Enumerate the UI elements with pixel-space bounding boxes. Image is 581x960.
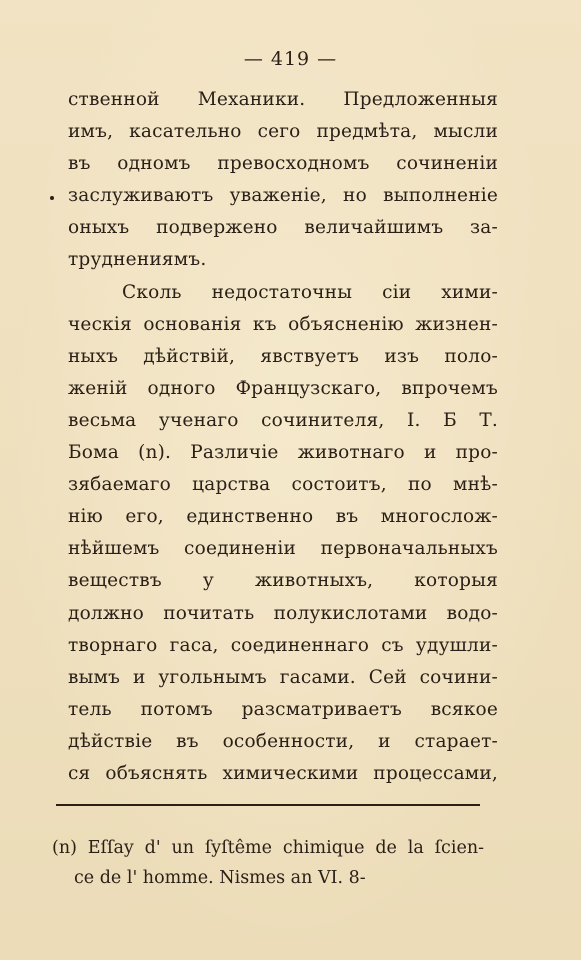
text-line: нiю его, единственно въ многослож- bbox=[68, 506, 498, 528]
text-line: труднениямъ. bbox=[68, 249, 207, 271]
page-number: — 419 — bbox=[243, 48, 338, 70]
text-line: тель потомъ разсматриваетъ всякое bbox=[68, 698, 498, 720]
text-line: ственной Механики. Предложенныя bbox=[68, 89, 498, 110]
footnote-line: ce de l' homme. Nismes an VI. 8- bbox=[74, 868, 366, 888]
text-line: женiй одного Французскаго, впрочемъ bbox=[68, 377, 498, 399]
text-line: ческiя основанiя къ объясненiю жизнен- bbox=[68, 313, 498, 335]
text-line: имъ, касательно сего предмѣта, мысли bbox=[68, 121, 498, 143]
text-line: оныхъ подвержено величайшимъ за- bbox=[68, 217, 498, 239]
text-line: весьма ученаго сочинителя, I. Б Т. bbox=[68, 409, 498, 431]
text-line: Сколь недостаточны сiи хими- bbox=[122, 281, 498, 303]
text-line: зябаемаго царства состоитъ, по мнѣ- bbox=[68, 474, 498, 496]
footnote-line: (n) Eſſay d' un ſyſtême chimique de la ſcien- bbox=[52, 838, 484, 858]
text-line: дѣйствiе въ особенности, и старает- bbox=[68, 730, 498, 752]
text-line: Бома (n). Различiе животнаго и про- bbox=[68, 442, 498, 464]
text-line: творнаго гаса, соединеннаго съ удушли- bbox=[68, 634, 498, 656]
text-line: веществъ у животныхъ, которыя bbox=[68, 570, 498, 592]
text-line: вымъ и угольнымъ гасами. Сей сочини- bbox=[68, 666, 498, 688]
text-line: ныхъ дѣйствiй, явствуетъ изъ поло- bbox=[68, 345, 498, 367]
footnote bbox=[52, 833, 484, 893]
text-line: ся объяснять химическими процессами, bbox=[68, 762, 498, 784]
text-line: нѣйшемъ соединенiи первоначальныхъ bbox=[68, 538, 498, 560]
text-line: въ одномъ превосходномъ сочиненiи bbox=[68, 153, 498, 175]
footnote-rule bbox=[56, 804, 480, 806]
margin-mark bbox=[50, 196, 54, 200]
text-line: заслуживаютъ уваженiе, но выполненiе bbox=[68, 185, 498, 207]
main-text bbox=[68, 84, 498, 790]
text-line: должно почитать полукислотами водо- bbox=[68, 602, 498, 624]
